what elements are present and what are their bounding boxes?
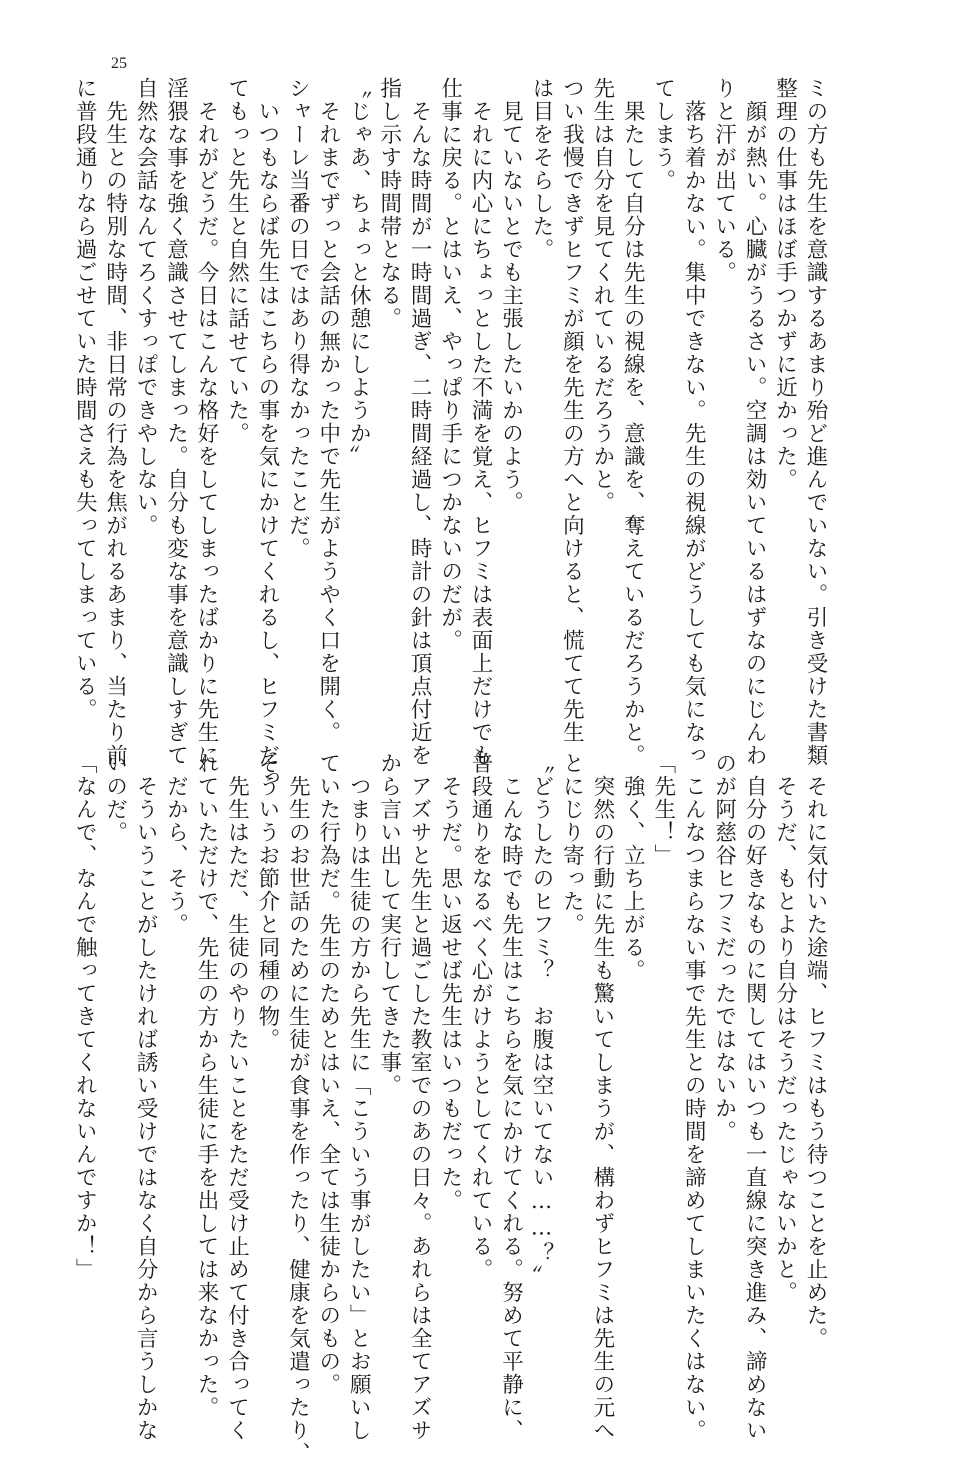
text-column: それがどうだ。今日はこんな格好をしてしまったばかりに先生に	[194, 77, 219, 767]
text-column: 果たして自分は先生の視線を、意識を、奪えているだろうかと。	[620, 77, 646, 767]
text-column: シャーレ当番の日ではあり得なかったことだ。	[285, 77, 311, 560]
page-number: 25	[111, 55, 127, 72]
text-column: 突然の行動に先生も驚いてしまうが、構わずヒフミは先生の元へ	[589, 752, 615, 1442]
text-column: 落ち着かない。集中できない。先生の視線がどうしても気になっ	[681, 77, 707, 767]
text-column: 仕事に戻る。とはいえ、やっぱり手につかないのだが。	[437, 77, 463, 652]
text-column: 自然な会話なんてろくすっぽできやしない。	[133, 77, 159, 537]
text-column: 「先生！」	[650, 752, 676, 867]
text-column: 〝じゃあ、ちょっと休憩にしようか〟	[346, 77, 372, 468]
column-container	[70, 77, 840, 790]
text-column: そうだ、もとより自分はそうだったじゃないかと。	[772, 752, 798, 1304]
text-column: 強く、立ち上がる。	[620, 752, 646, 982]
text-section-top	[70, 77, 840, 790]
text-column: とにじり寄った。	[559, 752, 585, 936]
text-column: こんなつまらない事で先生との時間を諦めてしまいたくはない。	[681, 752, 707, 1442]
text-column: は目をそらした。	[528, 77, 554, 261]
text-column: そんな時間が一時間過ぎ、二時間経過し、時計の針は頂点付近を	[407, 77, 433, 767]
text-column: そういうことがしたければ誘い受けではなく自分から言うしかな	[133, 752, 159, 1442]
text-column: 先生との特別な時間、非日常の行為を焦がれるあまり、当たり前	[102, 77, 128, 767]
text-column: 顔が熱い。心臓がうるさい。空調は効いているはずなのにじんわ	[742, 77, 768, 767]
text-column: 整理の仕事はほぼ手つかずに近かった。	[772, 77, 798, 491]
text-column: そういうお節介と同種の物。	[254, 752, 280, 1051]
text-column: 見ていないとでも主張したいかのよう。	[498, 77, 524, 514]
column-container	[70, 752, 840, 1465]
text-column: そうだ。思い返せば先生はいつもだった。	[437, 752, 463, 1212]
text-column: のが阿慈谷ヒフミだったではないか。	[711, 752, 737, 1143]
text-column: から言い出して実行してきた事。	[376, 752, 402, 1097]
text-column: それに内心にちょっとした不満を覚え、ヒフミは表面上だけでも	[468, 77, 494, 767]
text-column: 先生はただ、生徒のやりたいことをただ受け止めて付き合ってく	[224, 752, 250, 1442]
text-column: いのだ。	[102, 752, 128, 844]
text-column: 「なんで、なんで触ってきてくれないんですか！」	[72, 752, 98, 1281]
text-column: に普段通りなら過ごせていた時間さえも失ってしまっている。	[72, 77, 98, 721]
text-column: それに気付いた途端、ヒフミはもう待つことを止めた。	[803, 752, 828, 1350]
text-column: つまりは生徒の方から先生に「こういう事がしたい」とお願いし	[346, 752, 372, 1442]
text-column: 先生は自分を見てくれているだろうかと。	[589, 77, 615, 514]
text-column: てもっと先生と自然に話せていた。	[224, 77, 250, 445]
text-section-bottom	[70, 752, 840, 1465]
text-column: 指し示す時間帯となる。	[376, 77, 402, 330]
text-column: だから、そう。	[163, 752, 189, 936]
text-column: りと汗が出ている。	[711, 77, 737, 284]
text-column: アズサと先生と過ごした教室でのあの日々。あれらは全てアズサ	[407, 752, 433, 1442]
text-column: ていた行為だ。先生のためとはいえ、全ては生徒からのもの。	[315, 752, 341, 1396]
text-column: いつもならば先生はこちらの事を気にかけてくれるし、ヒフミだっ	[254, 77, 280, 790]
text-column: ミの方も先生を意識するあまり殆ど進んでいない。引き受けた書類	[803, 77, 828, 767]
text-column: つい我慢できずヒフミが顔を先生の方へと向けると、慌てて先生	[559, 77, 585, 744]
text-column: 自分の好きなものに関してはいつも一直線に突き進み、諦めない	[742, 752, 768, 1442]
text-column: こんな時でも先生はこちらを気にかけてくれる。努めて平静に、	[498, 752, 524, 1442]
text-column: それまでずっと会話の無かった中で先生がようやく口を開く。	[315, 77, 341, 744]
text-column: てしまう。	[650, 77, 676, 192]
text-column: 〝どうしたのヒフミ？ お腹は空いてない……？〟	[528, 752, 554, 1288]
text-column: 先生のお世話のために生徒が食事を作ったり、健康を気遣ったり、	[285, 752, 311, 1465]
text-column: 普段通りをなるべく心がけようとしてくれている。	[468, 752, 494, 1281]
text-column: 淫猥な事を強く意識させてしまった。自分も変な事を意識しすぎて	[163, 77, 189, 767]
text-column: れていただけで、先生の方から生徒に手を出しては来なかった。	[194, 752, 219, 1419]
